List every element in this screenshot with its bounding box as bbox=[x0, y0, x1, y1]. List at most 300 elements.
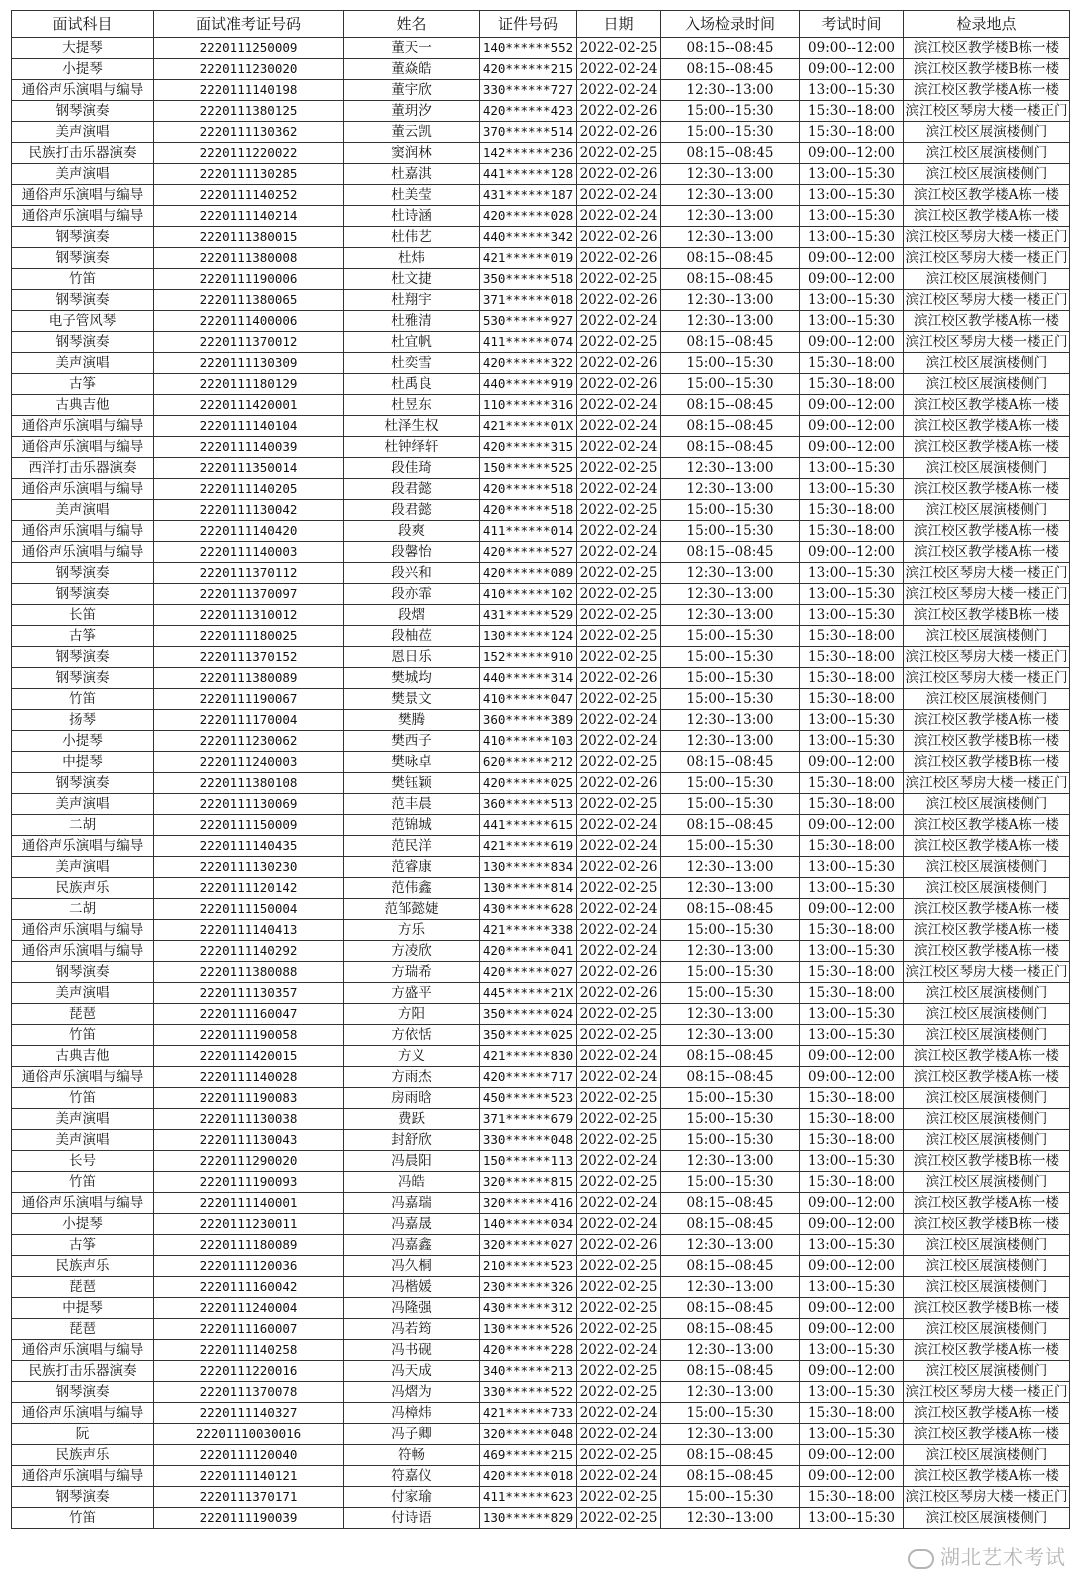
cell-date: 2022-02-26 bbox=[577, 374, 661, 395]
cell-date: 2022-02-26 bbox=[577, 857, 661, 878]
cell-id-number: 430******628 bbox=[480, 899, 577, 920]
cell-exam-time: 09:00--12:00 bbox=[800, 248, 904, 269]
cell-checkin-time: 15:00--15:30 bbox=[661, 1088, 800, 1109]
cell-checkin-time: 08:15--08:45 bbox=[661, 1067, 800, 1088]
cell-checkin-time: 12:30--13:00 bbox=[661, 857, 800, 878]
cell-subject: 钢琴演奏 bbox=[12, 962, 154, 983]
cell-checkin-time: 15:00--15:30 bbox=[661, 500, 800, 521]
cell-admission-number: 2220111230062 bbox=[154, 731, 344, 752]
cell-checkin-time: 12:30--13:00 bbox=[661, 164, 800, 185]
cell-exam-time: 15:30--18:00 bbox=[800, 521, 904, 542]
cell-name: 方瑞希 bbox=[344, 962, 480, 983]
cell-admission-number: 2220111380008 bbox=[154, 248, 344, 269]
cell-checkin-time: 12:30--13:00 bbox=[661, 227, 800, 248]
cell-date: 2022-02-24 bbox=[577, 311, 661, 332]
cell-exam-time: 09:00--12:00 bbox=[800, 1361, 904, 1382]
cell-name: 冯天成 bbox=[344, 1361, 480, 1382]
cell-exam-time: 15:30--18:00 bbox=[800, 920, 904, 941]
cell-subject: 民族打击乐器演奏 bbox=[12, 1361, 154, 1382]
cell-date: 2022-02-26 bbox=[577, 668, 661, 689]
cell-checkin-location: 滨江校区展演楼侧门 bbox=[904, 374, 1070, 395]
cell-id-number: 441******615 bbox=[480, 815, 577, 836]
cell-exam-time: 13:00--15:30 bbox=[800, 290, 904, 311]
table-row bbox=[12, 1214, 1070, 1235]
table-row bbox=[12, 437, 1070, 458]
cell-name: 董玥汐 bbox=[344, 101, 480, 122]
cell-checkin-location: 滨江校区教学楼B栋一楼 bbox=[904, 1151, 1070, 1172]
table-row bbox=[12, 878, 1070, 899]
cell-checkin-time: 15:00--15:30 bbox=[661, 1487, 800, 1508]
cell-checkin-time: 12:30--13:00 bbox=[661, 185, 800, 206]
cell-exam-time: 13:00--15:30 bbox=[800, 164, 904, 185]
cell-date: 2022-02-25 bbox=[577, 1109, 661, 1130]
cell-exam-time: 09:00--12:00 bbox=[800, 395, 904, 416]
cell-checkin-time: 12:30--13:00 bbox=[661, 563, 800, 584]
cell-exam-time: 15:30--18:00 bbox=[800, 773, 904, 794]
cell-id-number: 421******830 bbox=[480, 1046, 577, 1067]
cell-exam-time: 15:30--18:00 bbox=[800, 122, 904, 143]
cell-date: 2022-02-25 bbox=[577, 584, 661, 605]
cell-date: 2022-02-24 bbox=[577, 1340, 661, 1361]
cell-checkin-time: 15:00--15:30 bbox=[661, 101, 800, 122]
cell-date: 2022-02-26 bbox=[577, 122, 661, 143]
cell-checkin-time: 08:15--08:45 bbox=[661, 248, 800, 269]
cell-id-number: 130******829 bbox=[480, 1508, 577, 1529]
cell-subject: 中提琴 bbox=[12, 752, 154, 773]
cell-checkin-location: 滨江校区展演楼侧门 bbox=[904, 1445, 1070, 1466]
cell-checkin-time: 08:15--08:45 bbox=[661, 1298, 800, 1319]
table-row bbox=[12, 1382, 1070, 1403]
cell-checkin-location: 滨江校区教学楼A栋一楼 bbox=[904, 542, 1070, 563]
cell-exam-time: 15:30--18:00 bbox=[800, 374, 904, 395]
cell-checkin-location: 滨江校区展演楼侧门 bbox=[904, 269, 1070, 290]
table-row bbox=[12, 1130, 1070, 1151]
cell-exam-time: 15:30--18:00 bbox=[800, 836, 904, 857]
cell-date: 2022-02-24 bbox=[577, 1067, 661, 1088]
cell-checkin-location: 滨江校区教学楼B栋一楼 bbox=[904, 752, 1070, 773]
cell-checkin-location: 滨江校区教学楼A栋一楼 bbox=[904, 206, 1070, 227]
cell-checkin-time: 15:00--15:30 bbox=[661, 626, 800, 647]
cell-id-number: 431******187 bbox=[480, 185, 577, 206]
cell-id-number: 340******213 bbox=[480, 1361, 577, 1382]
cell-subject: 琵琶 bbox=[12, 1277, 154, 1298]
cell-date: 2022-02-24 bbox=[577, 920, 661, 941]
cell-subject: 通俗声乐演唱与编导 bbox=[12, 1067, 154, 1088]
cell-admission-number: 2220111380015 bbox=[154, 227, 344, 248]
cell-exam-time: 13:00--15:30 bbox=[800, 584, 904, 605]
cell-date: 2022-02-24 bbox=[577, 731, 661, 752]
cell-admission-number: 2220111130309 bbox=[154, 353, 344, 374]
cell-exam-time: 13:00--15:30 bbox=[800, 1151, 904, 1172]
cell-name: 方雨杰 bbox=[344, 1067, 480, 1088]
cell-checkin-location: 滨江校区教学楼A栋一楼 bbox=[904, 437, 1070, 458]
cell-name: 杜奕雪 bbox=[344, 353, 480, 374]
cell-admission-number: 2220111370078 bbox=[154, 1382, 344, 1403]
cell-exam-time: 13:00--15:30 bbox=[800, 458, 904, 479]
cell-subject: 钢琴演奏 bbox=[12, 1487, 154, 1508]
cell-subject: 长笛 bbox=[12, 605, 154, 626]
cell-id-number: 371******018 bbox=[480, 290, 577, 311]
cell-checkin-location: 滨江校区教学楼B栋一楼 bbox=[904, 38, 1070, 59]
cell-id-number: 350******025 bbox=[480, 1025, 577, 1046]
cell-checkin-location: 滨江校区展演楼侧门 bbox=[904, 1508, 1070, 1529]
cell-checkin-time: 12:30--13:00 bbox=[661, 731, 800, 752]
cell-admission-number: 2220111310012 bbox=[154, 605, 344, 626]
cell-checkin-time: 08:15--08:45 bbox=[661, 38, 800, 59]
cell-exam-time: 09:00--12:00 bbox=[800, 1445, 904, 1466]
cell-subject: 美声演唱 bbox=[12, 164, 154, 185]
cell-admission-number: 2220111140121 bbox=[154, 1466, 344, 1487]
cell-subject: 竹笛 bbox=[12, 1508, 154, 1529]
cell-checkin-location: 滨江校区琴房大楼一楼正门 bbox=[904, 668, 1070, 689]
table-row bbox=[12, 584, 1070, 605]
cell-subject: 竹笛 bbox=[12, 1025, 154, 1046]
table-row bbox=[12, 374, 1070, 395]
cell-id-number: 420******018 bbox=[480, 1466, 577, 1487]
cell-checkin-time: 08:15--08:45 bbox=[661, 1046, 800, 1067]
cell-date: 2022-02-25 bbox=[577, 332, 661, 353]
table-row bbox=[12, 332, 1070, 353]
cell-date: 2022-02-25 bbox=[577, 752, 661, 773]
cell-admission-number: 2220111140252 bbox=[154, 185, 344, 206]
table-row bbox=[12, 1340, 1070, 1361]
cell-subject: 民族声乐 bbox=[12, 1445, 154, 1466]
cell-id-number: 411******014 bbox=[480, 521, 577, 542]
cell-name: 范睿康 bbox=[344, 857, 480, 878]
watermark-text: 湖北艺术考试 bbox=[940, 1545, 1066, 1569]
cell-date: 2022-02-24 bbox=[577, 1214, 661, 1235]
cell-id-number: 430******312 bbox=[480, 1298, 577, 1319]
table-row bbox=[12, 1319, 1070, 1340]
cell-name: 冯子卿 bbox=[344, 1424, 480, 1445]
cell-admission-number: 2220111230020 bbox=[154, 59, 344, 80]
cell-id-number: 320******416 bbox=[480, 1193, 577, 1214]
cell-exam-time: 13:00--15:30 bbox=[800, 1004, 904, 1025]
cell-date: 2022-02-25 bbox=[577, 1508, 661, 1529]
cell-checkin-time: 08:15--08:45 bbox=[661, 395, 800, 416]
cell-subject: 美声演唱 bbox=[12, 983, 154, 1004]
cell-date: 2022-02-25 bbox=[577, 1025, 661, 1046]
cell-checkin-time: 08:15--08:45 bbox=[661, 1193, 800, 1214]
cell-exam-time: 13:00--15:30 bbox=[800, 857, 904, 878]
cell-id-number: 440******342 bbox=[480, 227, 577, 248]
cell-subject: 通俗声乐演唱与编导 bbox=[12, 941, 154, 962]
cell-checkin-time: 08:15--08:45 bbox=[661, 899, 800, 920]
cell-checkin-time: 15:00--15:30 bbox=[661, 353, 800, 374]
cell-exam-time: 13:00--15:30 bbox=[800, 1235, 904, 1256]
table-row bbox=[12, 794, 1070, 815]
cell-id-number: 410******103 bbox=[480, 731, 577, 752]
cell-checkin-location: 滨江校区教学楼B栋一楼 bbox=[904, 1298, 1070, 1319]
cell-checkin-time: 15:00--15:30 bbox=[661, 647, 800, 668]
cell-exam-time: 13:00--15:30 bbox=[800, 605, 904, 626]
cell-admission-number: 2220111120036 bbox=[154, 1256, 344, 1277]
cell-checkin-location: 滨江校区教学楼A栋一楼 bbox=[904, 395, 1070, 416]
cell-name: 杜伟艺 bbox=[344, 227, 480, 248]
cell-subject: 通俗声乐演唱与编导 bbox=[12, 206, 154, 227]
cell-date: 2022-02-25 bbox=[577, 38, 661, 59]
cell-exam-time: 13:00--15:30 bbox=[800, 1025, 904, 1046]
cell-exam-time: 13:00--15:30 bbox=[800, 1277, 904, 1298]
cell-exam-time: 13:00--15:30 bbox=[800, 1340, 904, 1361]
cell-exam-time: 15:30--18:00 bbox=[800, 962, 904, 983]
cell-exam-time: 09:00--12:00 bbox=[800, 1067, 904, 1088]
cell-checkin-location: 滨江校区展演楼侧门 bbox=[904, 857, 1070, 878]
cell-checkin-location: 滨江校区琴房大楼一楼正门 bbox=[904, 227, 1070, 248]
cell-checkin-time: 12:30--13:00 bbox=[661, 206, 800, 227]
table-row bbox=[12, 731, 1070, 752]
cell-exam-time: 13:00--15:30 bbox=[800, 941, 904, 962]
cell-subject: 钢琴演奏 bbox=[12, 668, 154, 689]
cell-checkin-time: 15:00--15:30 bbox=[661, 962, 800, 983]
cell-admission-number: 2220111180089 bbox=[154, 1235, 344, 1256]
cell-admission-number: 2220111140413 bbox=[154, 920, 344, 941]
cell-admission-number: 2220111150004 bbox=[154, 899, 344, 920]
cell-id-number: 130******834 bbox=[480, 857, 577, 878]
cell-checkin-location: 滨江校区琴房大楼一楼正门 bbox=[904, 1382, 1070, 1403]
table-row bbox=[12, 983, 1070, 1004]
cell-checkin-location: 滨江校区展演楼侧门 bbox=[904, 500, 1070, 521]
cell-checkin-location: 滨江校区展演楼侧门 bbox=[904, 689, 1070, 710]
cell-date: 2022-02-24 bbox=[577, 521, 661, 542]
cell-date: 2022-02-24 bbox=[577, 815, 661, 836]
cell-checkin-location: 滨江校区教学楼A栋一楼 bbox=[904, 1046, 1070, 1067]
table-row bbox=[12, 416, 1070, 437]
cell-id-number: 445******21X bbox=[480, 983, 577, 1004]
cell-name: 方义 bbox=[344, 1046, 480, 1067]
cell-id-number: 420******423 bbox=[480, 101, 577, 122]
cell-admission-number: 2220111140198 bbox=[154, 80, 344, 101]
cell-name: 冯晨阳 bbox=[344, 1151, 480, 1172]
table-row bbox=[12, 773, 1070, 794]
cell-admission-number: 2220111140292 bbox=[154, 941, 344, 962]
cell-exam-time: 15:30--18:00 bbox=[800, 626, 904, 647]
cell-id-number: 530******927 bbox=[480, 311, 577, 332]
cell-date: 2022-02-26 bbox=[577, 1235, 661, 1256]
cell-name: 房雨晗 bbox=[344, 1088, 480, 1109]
cell-checkin-time: 15:00--15:30 bbox=[661, 836, 800, 857]
cell-date: 2022-02-24 bbox=[577, 836, 661, 857]
cell-date: 2022-02-24 bbox=[577, 542, 661, 563]
cell-checkin-time: 12:30--13:00 bbox=[661, 311, 800, 332]
cell-checkin-location: 滨江校区教学楼B栋一楼 bbox=[904, 731, 1070, 752]
cell-id-number: 421******019 bbox=[480, 248, 577, 269]
cell-subject: 钢琴演奏 bbox=[12, 290, 154, 311]
cell-name: 冯书砚 bbox=[344, 1340, 480, 1361]
cell-id-number: 411******623 bbox=[480, 1487, 577, 1508]
table-row bbox=[12, 395, 1070, 416]
cell-exam-time: 09:00--12:00 bbox=[800, 1046, 904, 1067]
cell-admission-number: 2220111140205 bbox=[154, 479, 344, 500]
cell-id-number: 330******522 bbox=[480, 1382, 577, 1403]
table-header bbox=[12, 11, 1070, 38]
cell-checkin-time: 15:00--15:30 bbox=[661, 920, 800, 941]
table-row bbox=[12, 122, 1070, 143]
cell-exam-time: 13:00--15:30 bbox=[800, 311, 904, 332]
cell-subject: 通俗声乐演唱与编导 bbox=[12, 437, 154, 458]
cell-admission-number: 2220111380065 bbox=[154, 290, 344, 311]
chat-bubble-icon bbox=[908, 1549, 934, 1569]
exam-schedule bbox=[11, 10, 1069, 1529]
cell-exam-time: 15:30--18:00 bbox=[800, 983, 904, 1004]
cell-exam-time: 09:00--12:00 bbox=[800, 899, 904, 920]
cell-id-number: 450******523 bbox=[480, 1088, 577, 1109]
cell-id-number: 330******048 bbox=[480, 1130, 577, 1151]
cell-id-number: 421******01X bbox=[480, 416, 577, 437]
cell-checkin-location: 滨江校区教学楼A栋一楼 bbox=[904, 836, 1070, 857]
cell-name: 付诗语 bbox=[344, 1508, 480, 1529]
cell-exam-time: 15:30--18:00 bbox=[800, 101, 904, 122]
cell-subject: 大提琴 bbox=[12, 38, 154, 59]
cell-name: 冯嘉晟 bbox=[344, 1214, 480, 1235]
table-row bbox=[12, 815, 1070, 836]
cell-admission-number: 2220111350014 bbox=[154, 458, 344, 479]
cell-id-number: 420******228 bbox=[480, 1340, 577, 1361]
cell-admission-number: 2220111190039 bbox=[154, 1508, 344, 1529]
cell-id-number: 421******619 bbox=[480, 836, 577, 857]
cell-name: 方凌欣 bbox=[344, 941, 480, 962]
cell-name: 方乐 bbox=[344, 920, 480, 941]
cell-checkin-time: 08:15--08:45 bbox=[661, 1319, 800, 1340]
cell-subject: 古典吉他 bbox=[12, 1046, 154, 1067]
table-row bbox=[12, 1193, 1070, 1214]
cell-date: 2022-02-25 bbox=[577, 626, 661, 647]
cell-id-number: 360******389 bbox=[480, 710, 577, 731]
cell-admission-number: 2220111140104 bbox=[154, 416, 344, 437]
cell-name: 杜美莹 bbox=[344, 185, 480, 206]
cell-name: 杜翔宇 bbox=[344, 290, 480, 311]
cell-checkin-location: 滨江校区教学楼A栋一楼 bbox=[904, 521, 1070, 542]
cell-name: 冯嘉瑞 bbox=[344, 1193, 480, 1214]
table-row bbox=[12, 101, 1070, 122]
cell-id-number: 330******727 bbox=[480, 80, 577, 101]
watermark bbox=[908, 1541, 1066, 1570]
cell-subject: 通俗声乐演唱与编导 bbox=[12, 1340, 154, 1361]
cell-date: 2022-02-25 bbox=[577, 794, 661, 815]
cell-admission-number: 2220111140039 bbox=[154, 437, 344, 458]
cell-id-number: 320******048 bbox=[480, 1424, 577, 1445]
cell-date: 2022-02-26 bbox=[577, 290, 661, 311]
cell-checkin-time: 08:15--08:45 bbox=[661, 59, 800, 80]
cell-admission-number: 2220111120142 bbox=[154, 878, 344, 899]
cell-date: 2022-02-25 bbox=[577, 1319, 661, 1340]
cell-id-number: 150******113 bbox=[480, 1151, 577, 1172]
cell-checkin-location: 滨江校区教学楼A栋一楼 bbox=[904, 1403, 1070, 1424]
cell-subject: 钢琴演奏 bbox=[12, 773, 154, 794]
cell-checkin-time: 12:30--13:00 bbox=[661, 290, 800, 311]
table-row bbox=[12, 836, 1070, 857]
cell-date: 2022-02-24 bbox=[577, 206, 661, 227]
cell-date: 2022-02-26 bbox=[577, 248, 661, 269]
cell-exam-time: 15:30--18:00 bbox=[800, 794, 904, 815]
cell-name: 段佳琦 bbox=[344, 458, 480, 479]
cell-subject: 电子管风琴 bbox=[12, 311, 154, 332]
cell-checkin-time: 12:30--13:00 bbox=[661, 80, 800, 101]
cell-date: 2022-02-25 bbox=[577, 878, 661, 899]
cell-admission-number: 2220111140003 bbox=[154, 542, 344, 563]
cell-checkin-time: 08:15--08:45 bbox=[661, 752, 800, 773]
header-subject: 面试科目 bbox=[12, 11, 154, 38]
cell-name: 段亦霏 bbox=[344, 584, 480, 605]
cell-subject: 扬琴 bbox=[12, 710, 154, 731]
cell-id-number: 320******027 bbox=[480, 1235, 577, 1256]
cell-date: 2022-02-24 bbox=[577, 479, 661, 500]
cell-admission-number: 2220111130043 bbox=[154, 1130, 344, 1151]
table-row bbox=[12, 689, 1070, 710]
cell-name: 范丰晨 bbox=[344, 794, 480, 815]
cell-subject: 通俗声乐演唱与编导 bbox=[12, 1466, 154, 1487]
cell-exam-time: 09:00--12:00 bbox=[800, 815, 904, 836]
cell-name: 杜泽生权 bbox=[344, 416, 480, 437]
cell-checkin-time: 15:00--15:30 bbox=[661, 374, 800, 395]
cell-name: 樊咏卓 bbox=[344, 752, 480, 773]
table-row bbox=[12, 1361, 1070, 1382]
table-row bbox=[12, 605, 1070, 626]
cell-checkin-location: 滨江校区教学楼A栋一楼 bbox=[904, 1424, 1070, 1445]
cell-date: 2022-02-24 bbox=[577, 437, 661, 458]
cell-checkin-location: 滨江校区琴房大楼一楼正门 bbox=[904, 584, 1070, 605]
table-row bbox=[12, 1403, 1070, 1424]
cell-subject: 钢琴演奏 bbox=[12, 563, 154, 584]
cell-checkin-time: 12:30--13:00 bbox=[661, 1151, 800, 1172]
cell-checkin-location: 滨江校区教学楼B栋一楼 bbox=[904, 59, 1070, 80]
cell-exam-time: 09:00--12:00 bbox=[800, 416, 904, 437]
cell-id-number: 150******525 bbox=[480, 458, 577, 479]
cell-checkin-time: 12:30--13:00 bbox=[661, 1004, 800, 1025]
cell-admission-number: 2220111190067 bbox=[154, 689, 344, 710]
cell-checkin-location: 滨江校区教学楼B栋一楼 bbox=[904, 605, 1070, 626]
cell-name: 冯若筠 bbox=[344, 1319, 480, 1340]
cell-id-number: 360******513 bbox=[480, 794, 577, 815]
table-row bbox=[12, 80, 1070, 101]
header-exam-time: 考试时间 bbox=[800, 11, 904, 38]
cell-name: 符嘉仪 bbox=[344, 1466, 480, 1487]
table-row bbox=[12, 1172, 1070, 1193]
cell-exam-time: 13:00--15:30 bbox=[800, 1508, 904, 1529]
cell-exam-time: 15:30--18:00 bbox=[800, 668, 904, 689]
cell-checkin-time: 08:15--08:45 bbox=[661, 1214, 800, 1235]
cell-subject: 琵琶 bbox=[12, 1004, 154, 1025]
cell-date: 2022-02-26 bbox=[577, 983, 661, 1004]
cell-checkin-location: 滨江校区展演楼侧门 bbox=[904, 1256, 1070, 1277]
cell-date: 2022-02-24 bbox=[577, 1046, 661, 1067]
cell-checkin-location: 滨江校区教学楼A栋一楼 bbox=[904, 185, 1070, 206]
table-row bbox=[12, 479, 1070, 500]
cell-subject: 钢琴演奏 bbox=[12, 584, 154, 605]
cell-subject: 民族打击乐器演奏 bbox=[12, 143, 154, 164]
cell-exam-time: 13:00--15:30 bbox=[800, 878, 904, 899]
cell-name: 段爽 bbox=[344, 521, 480, 542]
cell-checkin-location: 滨江校区琴房大楼一楼正门 bbox=[904, 1487, 1070, 1508]
table-row bbox=[12, 206, 1070, 227]
table-row bbox=[12, 962, 1070, 983]
cell-checkin-location: 滨江校区教学楼A栋一楼 bbox=[904, 941, 1070, 962]
cell-name: 方依恬 bbox=[344, 1025, 480, 1046]
cell-date: 2022-02-25 bbox=[577, 1487, 661, 1508]
cell-checkin-location: 滨江校区展演楼侧门 bbox=[904, 1319, 1070, 1340]
cell-name: 冯樟炜 bbox=[344, 1403, 480, 1424]
cell-subject: 美声演唱 bbox=[12, 1130, 154, 1151]
table-row bbox=[12, 1151, 1070, 1172]
cell-checkin-time: 08:15--08:45 bbox=[661, 143, 800, 164]
cell-name: 段君懿 bbox=[344, 479, 480, 500]
cell-name: 冯楷媛 bbox=[344, 1277, 480, 1298]
cell-checkin-time: 15:00--15:30 bbox=[661, 521, 800, 542]
cell-exam-time: 09:00--12:00 bbox=[800, 1193, 904, 1214]
cell-exam-time: 13:00--15:30 bbox=[800, 710, 904, 731]
table-row bbox=[12, 500, 1070, 521]
cell-subject: 钢琴演奏 bbox=[12, 227, 154, 248]
